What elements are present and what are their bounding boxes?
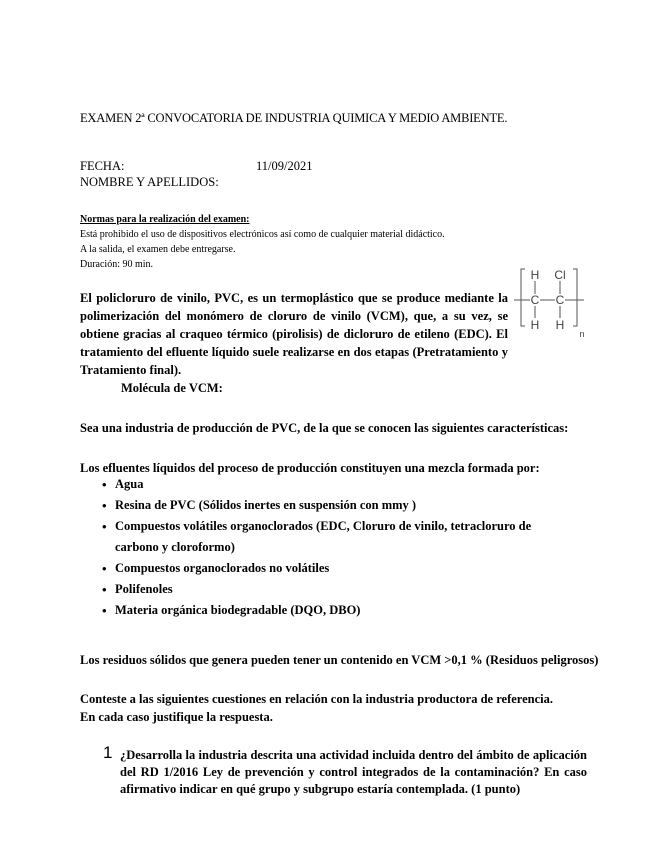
atom-h-bottom-left: H [530, 318, 540, 332]
molecule-label: Molécula de VCM: [121, 381, 223, 395]
industry-intro: Sea una industria de producción de PVC, de la que se conocen las siguientes características: [80, 421, 569, 435]
instructions: Conteste a las siguientes cuestiones en relación con la industria productora de referencia. En cada caso justifique la respuesta. [80, 692, 554, 724]
exam-rules [80, 212, 445, 272]
list-item: • Materia orgánica biodegradable (DQO, DBO) [102, 600, 560, 621]
nombre-label: NOMBRE Y APELLIDOS: [80, 175, 219, 189]
bullet: • [102, 477, 107, 492]
list-item: • Polifenoles [102, 579, 560, 600]
atom-h-top: H [530, 268, 540, 282]
rule-line: A la salida, el examen debe entregarse. [80, 244, 236, 255]
bullet: • [102, 498, 107, 513]
bullet: • [102, 561, 107, 576]
effluents-intro: Los efluentes líquidos del proceso de producción constituyen una mezcla formada por: [80, 461, 540, 475]
atom-h-bottom-right: H [555, 318, 565, 332]
list-item: • Agua [102, 474, 560, 495]
atom-cl-top: Cl [554, 268, 566, 282]
list-item: • Compuestos volátiles organoclorados (EDC, Cloruro de vinilo, tetracloruro de carbono y cloroformo) [102, 516, 560, 558]
list-item: • Resina de PVC (Sólidos inertes en suspensión con mmy ) [102, 495, 560, 516]
question-1 [103, 743, 587, 798]
fecha-label: FECHA: [80, 159, 125, 173]
atom-c-right: C [555, 293, 565, 307]
fecha-value: 11/09/2021 [256, 159, 313, 173]
effluents-list [102, 474, 560, 621]
bullet: • [102, 519, 107, 534]
rules-heading: Normas para la realización del examen: [80, 214, 250, 225]
exam-title: EXAMEN 2ª CONVOCATORIA DE INDUSTRIA QUIMICA Y MEDIO AMBIENTE. [80, 111, 508, 125]
rule-line: Está prohibido el uso de dispositivos electrónicos así como de cualquier material didáctico. [80, 229, 445, 240]
question-number: 1 [103, 743, 113, 762]
list-item: • Compuestos organoclorados no volátiles [102, 558, 560, 579]
intro-paragraph: El policloruro de vinilo, PVC, es un termoplástico que se produce mediante la polimerización del monómero de cloruro de vinilo (VCM), que, a su vez, se obtiene gracias al craqueo térmico (pirolisis) de dicloruro de etileno (EDC). El tratamiento del efluente líquido suele realizarse en dos etapas (Pretratamiento y Tratamiento final). [80, 291, 508, 377]
subscript-n: n [579, 329, 585, 339]
bullet: • [102, 582, 107, 597]
pvc-structural-formula [514, 266, 586, 340]
residues-note: Los residuos sólidos que genera pueden tener un contenido en VCM >0,1 % (Residuos peligrosos) [80, 653, 599, 667]
bullet: • [102, 603, 107, 618]
rule-line: Duración: 90 min. [80, 259, 154, 270]
question-text: ¿Desarrolla la industria descrita una actividad incluida dentro del ámbito de aplicación del RD 1/2016 Ley de prevención y control integrados de la contaminación? En caso afirmativo indicar en qué grupo y subgrupo estaría contemplada. (1 punto) [120, 748, 587, 796]
atom-c-left: C [530, 293, 540, 307]
